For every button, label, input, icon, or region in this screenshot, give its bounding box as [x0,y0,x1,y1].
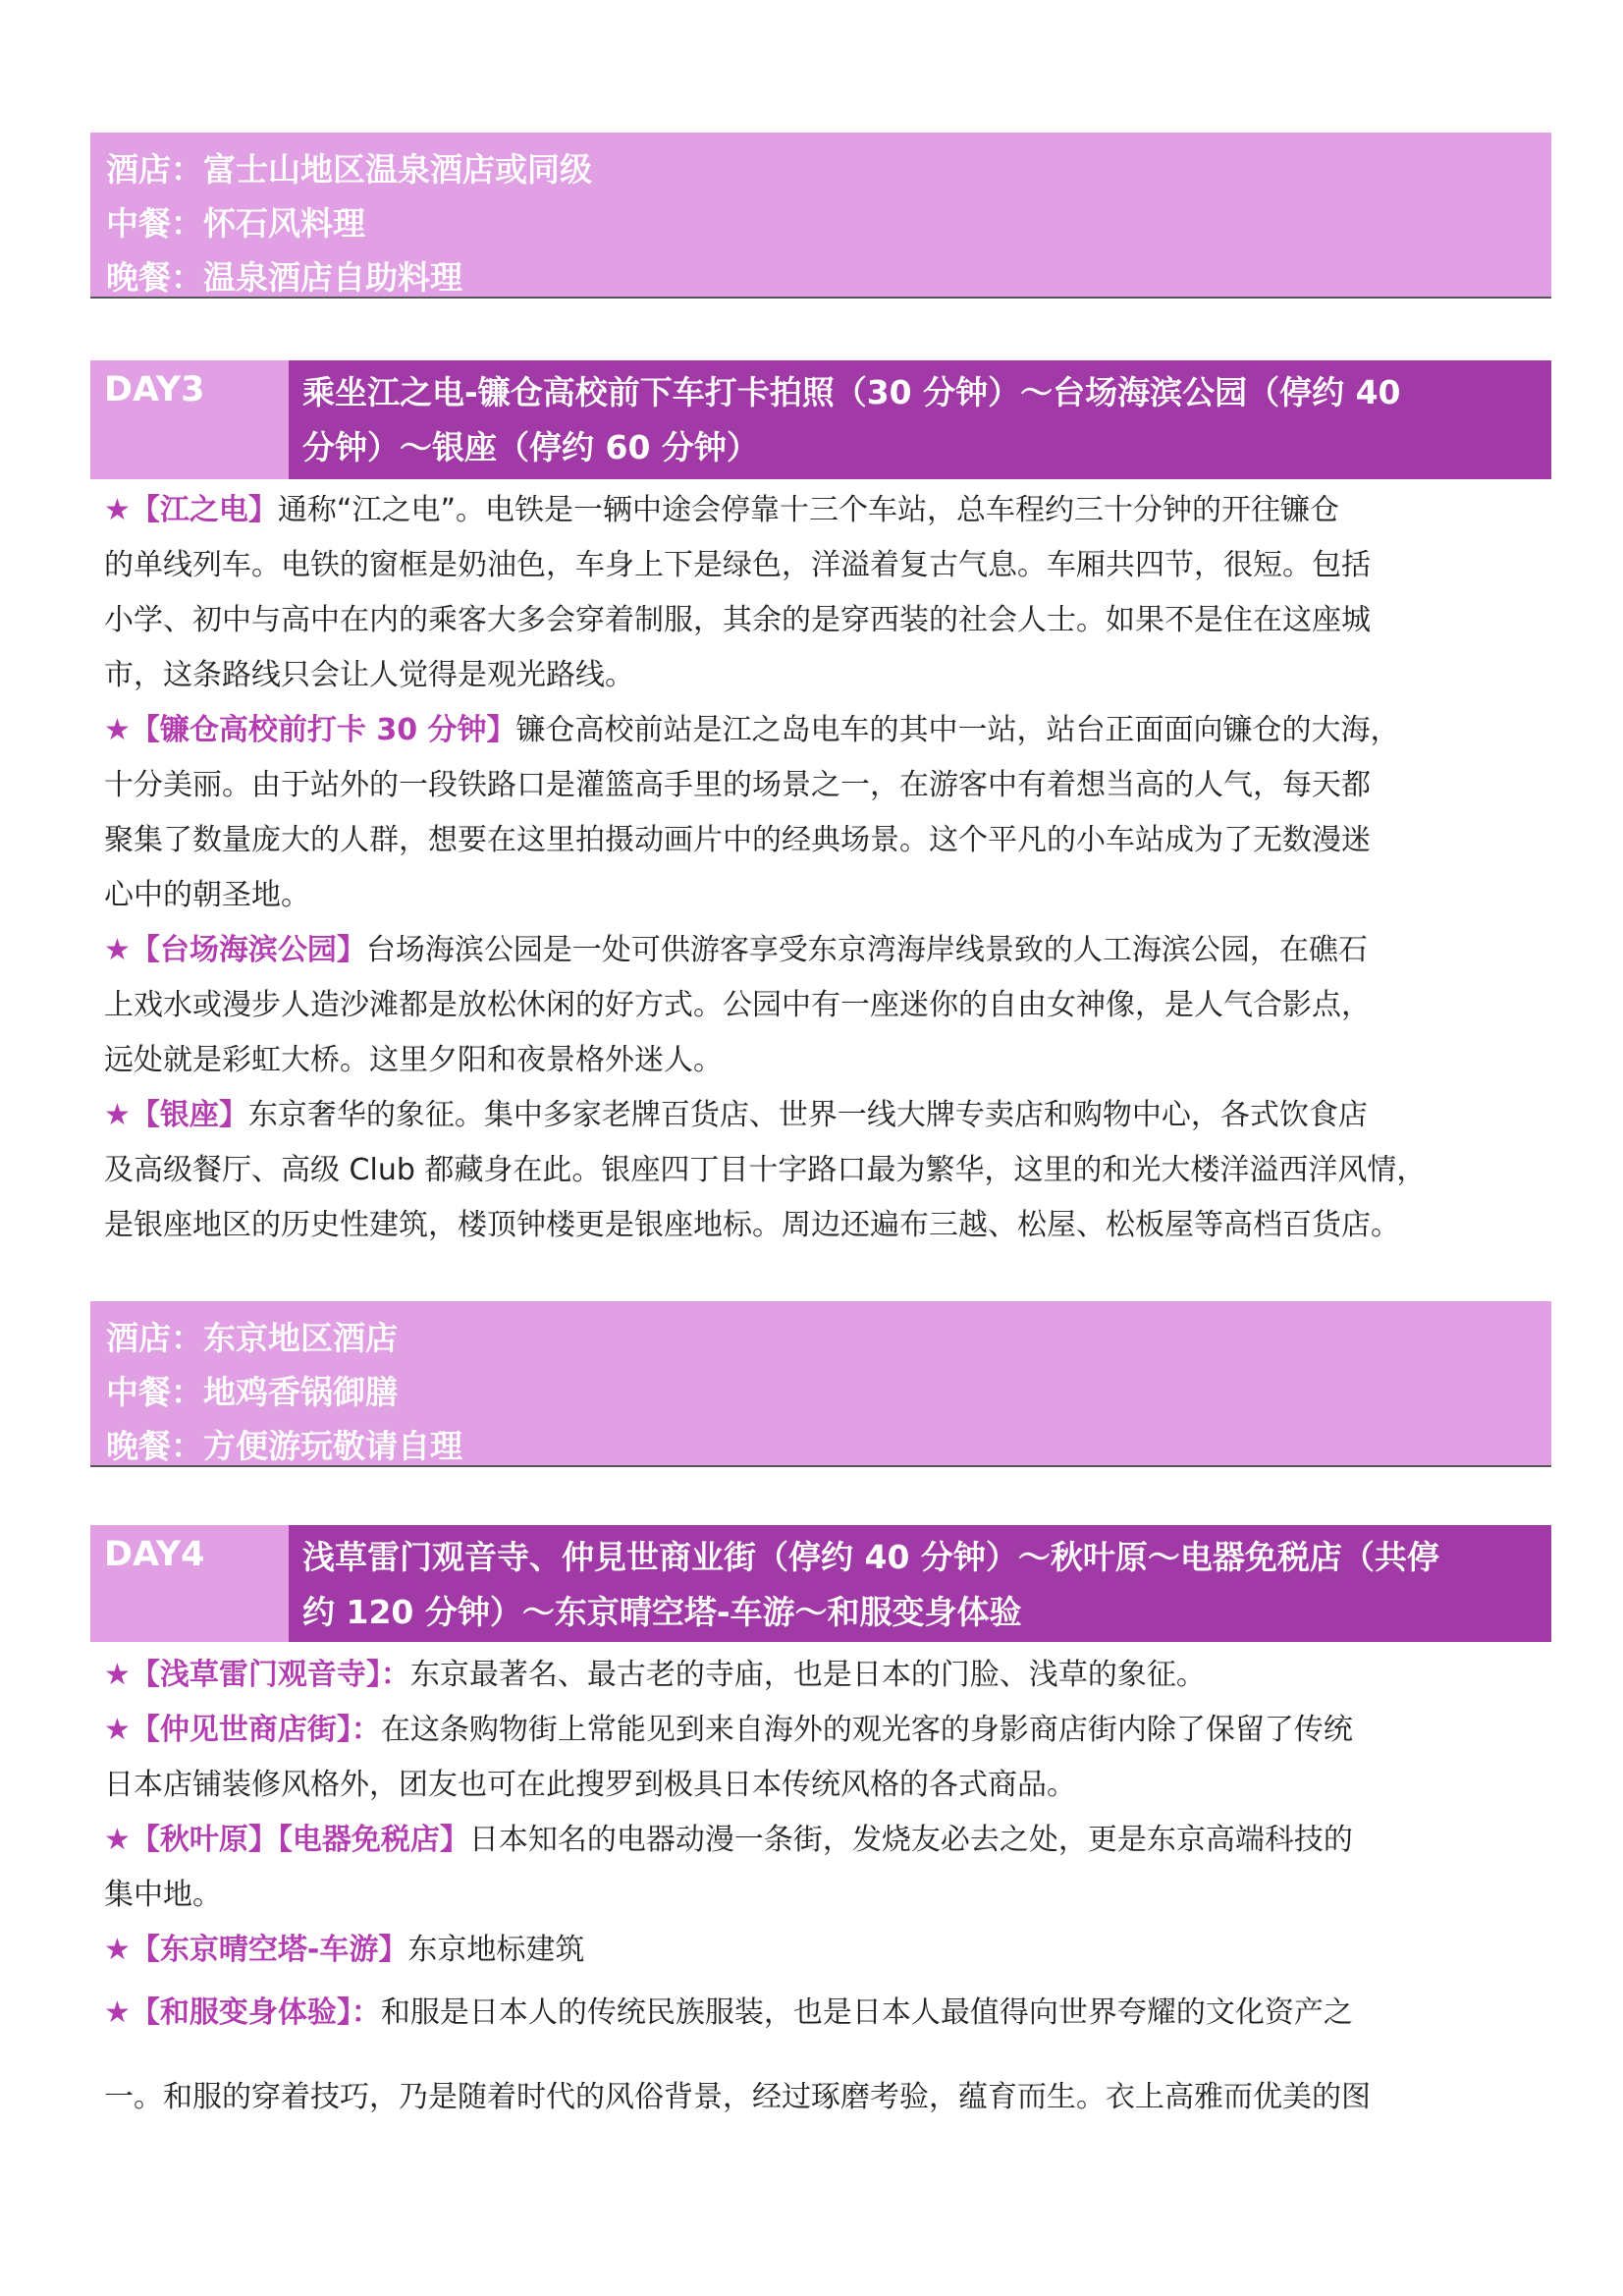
star-icon: ★ [104,493,131,527]
item-text: 日本知名的电器动漫一条街，发烧友必去之处，更是东京高端科技的 集中地。 [104,1823,1353,1912]
item-key: 【秋叶原】【电器免税店】 [130,1823,469,1857]
item-text: 在这条购物街上常能见到来自海外的观光客的身影商店街内除了保留了传统 日本店铺装修风格外，团友也可在此搜罗到极具日本传统风格的各式商品。 [104,1713,1353,1802]
day3-item-odaiba [104,923,1547,1088]
item-text: 通称“江之电”。电铁是一辆中途会停靠十三个车站，总车程约三十分钟的开往镰仓 的单线列车。电铁的窗框是奶油色，车身上下是绿色，洋溢着复古气息。车厢共四节，很短。包括 小学、初中与高中在内的乘客大多会穿着制服，其余的是穿西装的社会人士。如果不是住在这座城 市，这条路线只会让人觉得是观光路线。 [104,493,1371,692]
item-text: 东京奢华的象征。集中多家老牌百货店、世界一线大牌专卖店和购物中心，各式饮食店 及高级餐厅、高级 Club 都藏身在此。银座四丁目十字路口最为繁华，这里的和光大楼洋溢西洋风情， 是银座地区的历史性建筑，楼顶钟楼更是银座地标。周边还遍布三越、松屋、松板屋等高档百货店。 [104,1098,1427,1242]
day4-item-skytree [104,1923,1547,1978]
item-text: 台场海滨公园是一处可供游客享受东京湾海岸线景致的人工海滨公园，在礁石 上戏水或漫步人造沙滩都是放松休闲的好方式。公园中有一座迷你的自由女神像，是人气合影点， 远处就是彩虹大桥。这里夕阳和夜景格外迷人。 [104,933,1371,1077]
item-key: 【镰仓高校前打卡 30 分钟】 [130,713,516,747]
day3-item-enoden [104,483,1547,703]
day4-item-akihabara [104,1813,1547,1923]
item-key: 【江之电】 [130,493,278,527]
item-text: 镰仓高校前站是江之岛电车的其中一站，站台正面面向镰仓的大海， 十分美丽。由于站外的一段铁路口是灌篮高手里的场景之一，在游客中有着想当高的人气，每天都 聚集了数量庞大的人群，想要在这里拍摄动画片中的经典场景。这个平凡的小车站成为了无数漫迷 心中的朝圣地。 [104,713,1400,912]
hotel-line: 酒店：富士山地区温泉酒店或同级 [106,150,592,189]
star-icon: ★ [104,1995,131,2030]
info-box-day3 [90,1301,1551,1467]
item-key: 【浅草雷门观音寺】： [130,1658,410,1692]
day4-item-kimono-cont [104,2070,1547,2125]
dinner-line: 晚餐：温泉酒店自助料理 [106,258,462,297]
day4-title: 浅草雷门观音寺、仲見世商业街（停约 40 分钟）～秋叶原～电器免税店（共停 约 120 分钟）～东京晴空塔-车游～和服变身体验 [289,1525,1551,1642]
star-icon: ★ [104,1098,131,1132]
star-icon: ★ [104,1713,131,1747]
hotel-line: 酒店：东京地区酒店 [106,1319,398,1357]
lunch-line: 中餐：地鸡香锅御膳 [106,1373,398,1411]
info-box-day2 [90,133,1551,299]
lunch-line: 中餐：怀石风料理 [106,204,365,243]
item-text: 东京最著名、最古老的寺庙，也是日本的门脸、浅草的象征。 [409,1658,1206,1692]
item-text: 一。和服的穿着技巧，乃是随着时代的风俗背景，经过琢磨考验，蕴育而生。衣上高雅而优美的图 [104,2080,1371,2114]
day3-label: DAY3 [90,360,289,479]
day4-item-nakamise [104,1703,1547,1813]
day3-item-ginza [104,1088,1547,1253]
day3-item-kamakura [104,703,1547,923]
day4-item-kimono [104,1986,1547,2041]
day3-title: 乘坐江之电-镰仓高校前下车打卡拍照（30 分钟）～台场海滨公园（停约 40 分钟）～银座（停约 60 分钟） [289,360,1551,479]
day3-items [104,483,1547,1253]
dinner-line: 晚餐：方便游玩敬请自理 [106,1427,462,1465]
day4-items [104,1648,1547,2125]
item-key: 【台场海滨公园】 [130,933,366,967]
item-key: 【仲见世商店街】： [130,1713,381,1747]
item-text: 东京地标建筑 [407,1933,585,1967]
item-key: 【东京晴空塔-车游】 [130,1933,408,1967]
star-icon: ★ [104,1933,131,1967]
day4-header [90,1525,1551,1642]
day3-header [90,360,1551,479]
star-icon: ★ [104,1823,131,1857]
day4-item-sensoji [104,1648,1547,1703]
star-icon: ★ [104,933,131,967]
item-key: 【和服变身体验】： [130,1995,381,2030]
item-key: 【银座】 [130,1098,248,1132]
star-icon: ★ [104,1658,131,1692]
item-text: 和服是日本人的传统民族服装，也是日本人最值得向世界夸耀的文化资产之 [380,1995,1353,2030]
day4-label: DAY4 [90,1525,289,1642]
star-icon: ★ [104,713,131,747]
